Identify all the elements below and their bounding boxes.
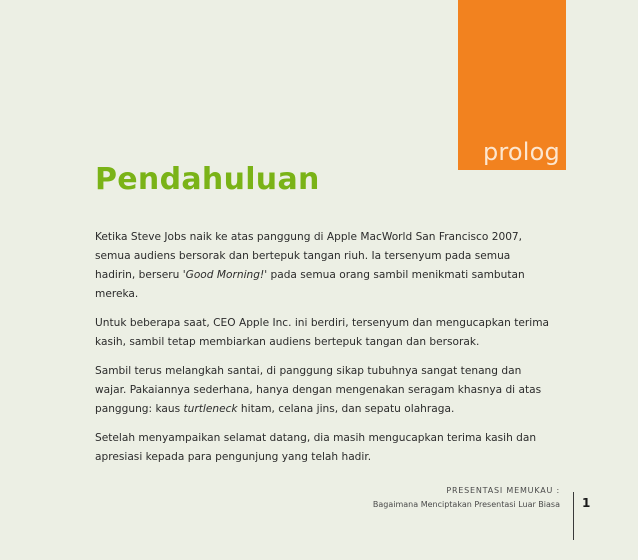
paragraph-1-emphasis: 'Good Morning!' <box>182 269 268 281</box>
paragraph-3-text-start: Sambil terus melangkah santai, di panggung sikap tubuhnya sangat tenang dan wajar. Pakaiannya sederhana, hanya dengan mengenakan seragam khasnya di atas panggung: kaus <box>95 365 542 415</box>
paragraph-3-emphasis: turtleneck <box>183 403 238 415</box>
chapter-color-block <box>458 0 566 170</box>
page-number: 1 <box>582 496 591 510</box>
paragraph-3 <box>95 362 553 419</box>
paragraph-2: Untuk beberapa saat, CEO Apple Inc. ini berdiri, tersenyum dan mengucapkan terima kasih, sambil tetap membiarkan audiens bertepuk tangan dan bersorak. <box>95 317 550 348</box>
chapter-label: prolog <box>482 138 560 166</box>
running-footer <box>373 484 560 512</box>
paragraph-4: Setelah menyampaikan selamat datang, dia masih mengucapkan terima kasih dan apresiasi kepada para pengunjung yang telah hadir. <box>95 432 537 463</box>
page-number-divider <box>573 492 574 540</box>
page-title: Pendahuluan <box>95 162 320 197</box>
paragraph-1-text-end: pada semua orang sambil menikmati sambutan mereka. <box>95 269 525 300</box>
paragraph-1-text-start: Ketika Steve Jobs naik ke atas panggung di Apple MacWorld San Francisco 2007, semua audiens bersorak dan bertepuk tangan riuh. Ia tersenyum pada semua hadirin, berseru <box>95 231 523 281</box>
paragraph-1 <box>95 228 553 304</box>
body-text <box>95 228 553 477</box>
footer-book-title: PRESENTASI MEMUKAU : <box>446 486 560 495</box>
footer-book-subtitle: Bagaimana Menciptakan Presentasi Luar Biasa <box>372 500 560 509</box>
paragraph-3-text-end: hitam, celana jins, dan sepatu olahraga. <box>237 403 455 415</box>
